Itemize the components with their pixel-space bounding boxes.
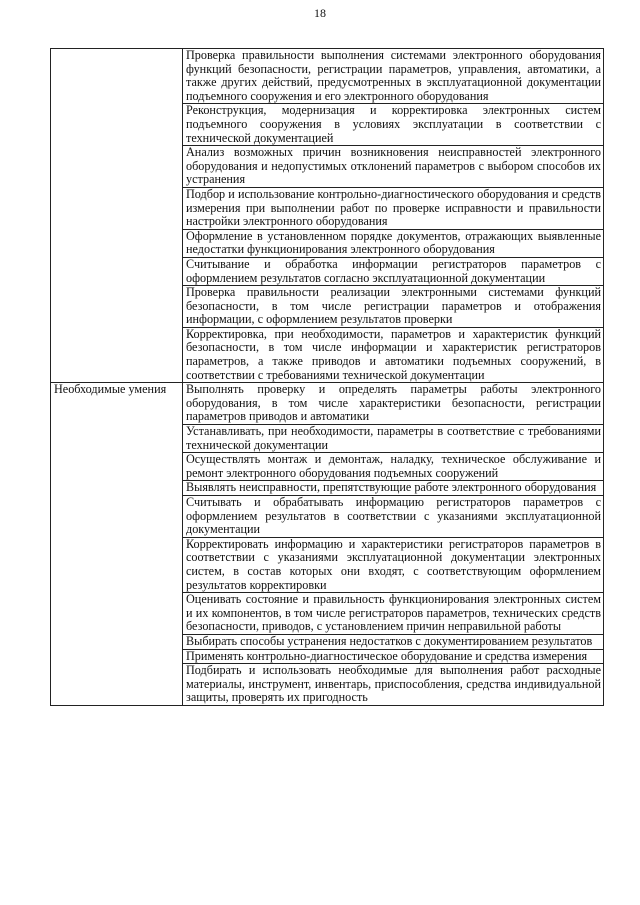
requirement-text: Выбирать способы устранения недостатков с документированием результатов bbox=[183, 634, 604, 649]
requirement-text: Оценивать состояние и правильность функционирования электронных систем и их компонентов, в том числе регистраторов параметров, технических средств безопасности, приводов, с установлением причин неправильной работы bbox=[183, 593, 604, 635]
requirement-text: Устанавливать, при необходимости, параметры в соответствие с требованиями технической документации bbox=[183, 425, 604, 453]
requirement-text: Считывание и обработка информации регистраторов параметров с оформлением результатов согласно эксплуатационной документации bbox=[183, 257, 604, 285]
requirement-text: Анализ возможных причин возникновения неисправностей электронного оборудования и недопустимых отклонений параметров с выбором способов их устранения bbox=[183, 146, 604, 188]
page-number: 18 bbox=[314, 6, 326, 20]
section-label: Необходимые умения bbox=[51, 383, 183, 706]
requirements-table bbox=[50, 48, 604, 706]
requirement-text: Осуществлять монтаж и демонтаж, наладку, техническое обслуживание и ремонт электронного оборудования подъемных сооружений bbox=[183, 453, 604, 481]
requirement-text: Подбирать и использовать необходимые для выполнения работ расходные материалы, инструмент, инвентарь, приспособления, средства индивидуальной защиты, проверять их пригодность bbox=[183, 664, 604, 706]
table-row bbox=[51, 49, 604, 104]
table-row bbox=[51, 383, 604, 425]
requirement-text: Проверка правильности реализации электронными системами функций безопасности, в том числе регистрации параметров и отображения информации, с оформлением результатов проверки bbox=[183, 286, 604, 328]
requirement-text: Корректировка, при необходимости, параметров и характеристик функций безопасности, в том числе информации и характеристик регистраторов параметров, а также приводов и автоматики подъемных сооружений, в соответствии с требованиями технической документации bbox=[183, 327, 604, 382]
requirement-text: Применять контрольно-диагностическое оборудование и средства измерения bbox=[183, 649, 604, 664]
requirement-text: Оформление в установленном порядке документов, отражающих выявленные недостатки функционирования электронного оборудования bbox=[183, 229, 604, 257]
requirement-text: Выполнять проверку и определять параметры работы электронного оборудования, в том числе характеристики безопасности, регистрации параметров приводов и автоматики bbox=[183, 383, 604, 425]
requirement-text: Подбор и использование контрольно-диагностического оборудования и средств измерения при выполнении работ по проверке исправности и правильности настройки электронного оборудования bbox=[183, 187, 604, 229]
requirements-table-body bbox=[51, 49, 604, 706]
requirement-text: Корректировать информацию и характеристики регистраторов параметров в соответствии с указаниями эксплуатационной документации электронных систем, в состав которых они входят, с соответствующим оформлением результатов корректировки bbox=[183, 537, 604, 592]
section-label bbox=[51, 49, 183, 383]
requirement-text: Считывать и обрабатывать информацию регистраторов параметров с оформлением результатов в соответствии с указаниями эксплуатационной документации bbox=[183, 496, 604, 538]
requirement-text: Выявлять неисправности, препятствующие работе электронного оборудования bbox=[183, 481, 604, 496]
requirement-text: Проверка правильности выполнения системами электронного оборудования функций безопасности, регистрации параметров, управления, автоматики, а также других действий, предусмотренных в эксплуатационной документации подъемного сооружения и его электронного оборудования bbox=[183, 49, 604, 104]
requirement-text: Реконструкция, модернизация и корректировка электронных систем подъемного сооружения в условиях эксплуатации в соответствии с технической документацией bbox=[183, 104, 604, 146]
